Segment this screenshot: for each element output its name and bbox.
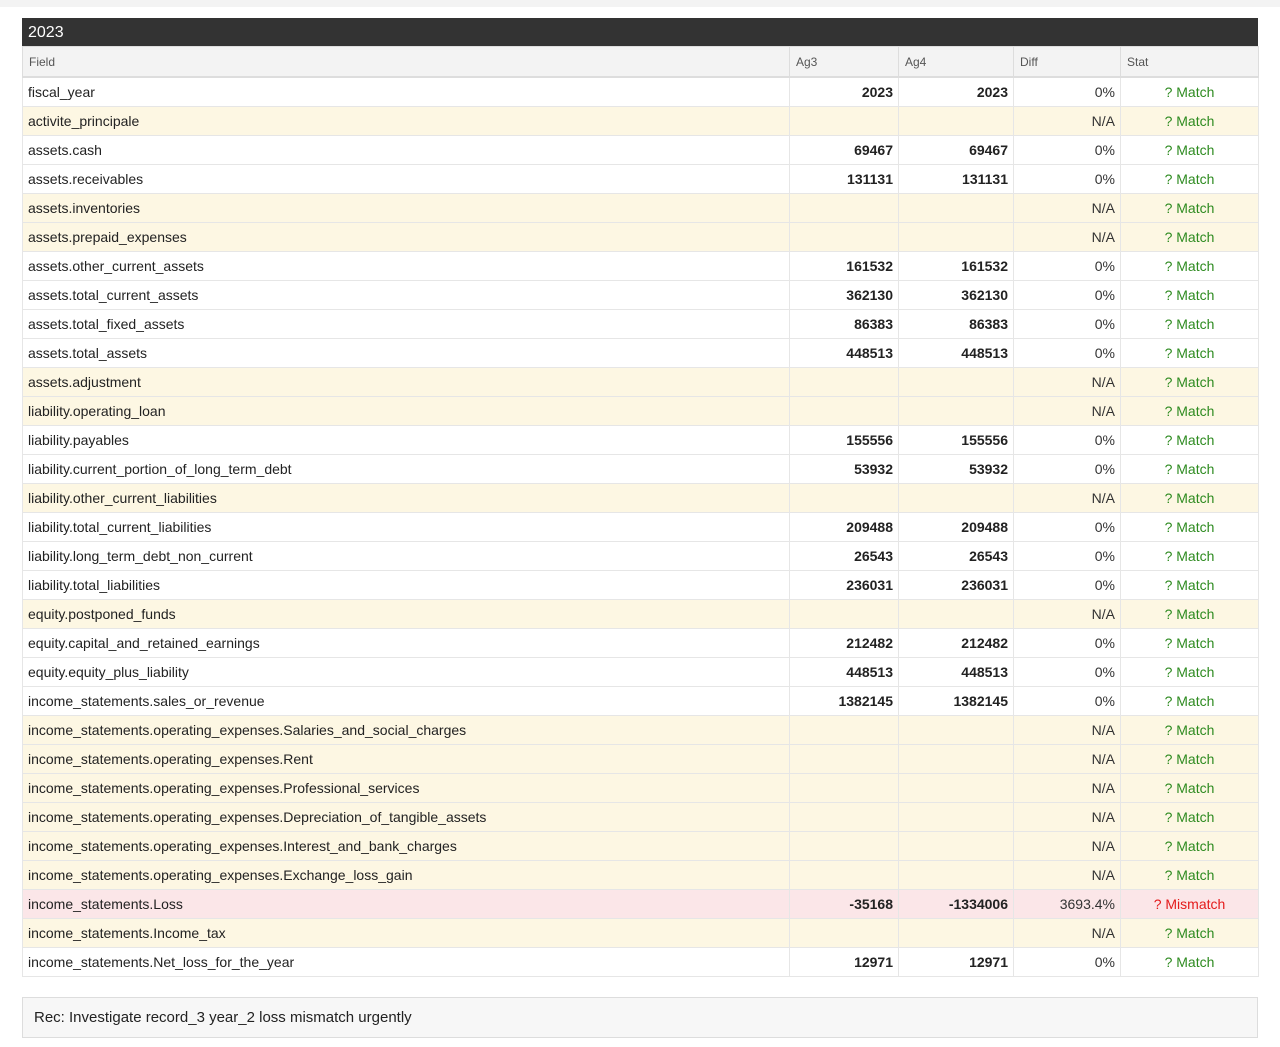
cell-field: income_statements.sales_or_revenue xyxy=(23,687,790,716)
column-header-stat[interactable]: Stat xyxy=(1121,47,1259,78)
table-row xyxy=(23,223,1259,252)
table-body xyxy=(23,77,1259,977)
table-row xyxy=(23,368,1259,397)
cell-ag4 xyxy=(899,600,1014,629)
cell-diff: 0% xyxy=(1014,339,1121,368)
cell-status: ? Match xyxy=(1121,310,1259,339)
cell-status: ? Match xyxy=(1121,455,1259,484)
cell-status: ? Match xyxy=(1121,136,1259,165)
table-row xyxy=(23,919,1259,948)
cell-status: ? Match xyxy=(1121,252,1259,281)
table-row xyxy=(23,252,1259,281)
cell-diff: 0% xyxy=(1014,455,1121,484)
cell-field: assets.total_fixed_assets xyxy=(23,310,790,339)
cell-ag4: 1382145 xyxy=(899,687,1014,716)
cell-ag3: 69467 xyxy=(790,136,899,165)
cell-ag4 xyxy=(899,803,1014,832)
cell-field: liability.total_current_liabilities xyxy=(23,513,790,542)
cell-ag3 xyxy=(790,223,899,252)
cell-ag4 xyxy=(899,832,1014,861)
cell-field: income_statements.operating_expenses.Professional_services xyxy=(23,774,790,803)
cell-field: assets.prepaid_expenses xyxy=(23,223,790,252)
cell-ag3 xyxy=(790,774,899,803)
comparison-panel xyxy=(22,18,1258,977)
table-row xyxy=(23,455,1259,484)
cell-status: ? Match xyxy=(1121,745,1259,774)
cell-status: ? Match xyxy=(1121,803,1259,832)
cell-status: ? Match xyxy=(1121,600,1259,629)
cell-ag4 xyxy=(899,745,1014,774)
cell-diff: N/A xyxy=(1014,745,1121,774)
cell-diff: N/A xyxy=(1014,861,1121,890)
cell-diff: 0% xyxy=(1014,571,1121,600)
table-row xyxy=(23,600,1259,629)
cell-status: ? Match xyxy=(1121,687,1259,716)
cell-ag4: 26543 xyxy=(899,542,1014,571)
cell-diff: 0% xyxy=(1014,687,1121,716)
cell-status: ? Match xyxy=(1121,919,1259,948)
cell-ag4: 236031 xyxy=(899,571,1014,600)
cell-ag4: 448513 xyxy=(899,658,1014,687)
cell-ag4: 86383 xyxy=(899,310,1014,339)
table-row xyxy=(23,542,1259,571)
table-row xyxy=(23,426,1259,455)
table-row xyxy=(23,803,1259,832)
cell-ag3 xyxy=(790,600,899,629)
cell-field: assets.cash xyxy=(23,136,790,165)
column-header-ag4[interactable]: Ag4 xyxy=(899,47,1014,78)
section-title: 2023 xyxy=(22,18,1258,46)
cell-ag3 xyxy=(790,194,899,223)
cell-status: ? Match xyxy=(1121,571,1259,600)
cell-status: ? Match xyxy=(1121,194,1259,223)
cell-ag3: 2023 xyxy=(790,77,899,107)
cell-ag4: 12971 xyxy=(899,948,1014,977)
cell-ag3 xyxy=(790,368,899,397)
cell-ag3: 1382145 xyxy=(790,687,899,716)
comparison-table xyxy=(22,46,1259,977)
cell-diff: 0% xyxy=(1014,948,1121,977)
cell-field: equity.equity_plus_liability xyxy=(23,658,790,687)
cell-field: equity.postponed_funds xyxy=(23,600,790,629)
cell-status: ? Match xyxy=(1121,716,1259,745)
cell-ag4 xyxy=(899,774,1014,803)
cell-diff: 0% xyxy=(1014,513,1121,542)
cell-status: ? Match xyxy=(1121,281,1259,310)
table-row xyxy=(23,107,1259,136)
cell-status: ? Match xyxy=(1121,832,1259,861)
cell-field: equity.capital_and_retained_earnings xyxy=(23,629,790,658)
cell-diff: 0% xyxy=(1014,426,1121,455)
cell-ag3 xyxy=(790,832,899,861)
table-row xyxy=(23,658,1259,687)
cell-field: income_statements.operating_expenses.Rent xyxy=(23,745,790,774)
cell-status: ? Match xyxy=(1121,629,1259,658)
cell-ag4: 161532 xyxy=(899,252,1014,281)
recommendation-box: Rec: Investigate record_3 year_2 loss mismatch urgently xyxy=(22,997,1258,1038)
cell-diff: N/A xyxy=(1014,716,1121,745)
cell-diff: N/A xyxy=(1014,484,1121,513)
cell-field: assets.adjustment xyxy=(23,368,790,397)
table-row xyxy=(23,397,1259,426)
cell-diff: N/A xyxy=(1014,803,1121,832)
cell-ag3: 448513 xyxy=(790,658,899,687)
cell-status: ? Match xyxy=(1121,774,1259,803)
top-strip xyxy=(0,0,1280,7)
cell-field: income_statements.operating_expenses.Depreciation_of_tangible_assets xyxy=(23,803,790,832)
cell-diff: 0% xyxy=(1014,281,1121,310)
cell-ag4: 155556 xyxy=(899,426,1014,455)
cell-diff: 0% xyxy=(1014,629,1121,658)
cell-ag3: 236031 xyxy=(790,571,899,600)
cell-field: assets.total_current_assets xyxy=(23,281,790,310)
table-row xyxy=(23,281,1259,310)
cell-ag3: 12971 xyxy=(790,948,899,977)
table-row xyxy=(23,861,1259,890)
cell-ag4 xyxy=(899,397,1014,426)
cell-field: income_statements.Loss xyxy=(23,890,790,919)
cell-field: liability.current_portion_of_long_term_debt xyxy=(23,455,790,484)
cell-diff: N/A xyxy=(1014,223,1121,252)
cell-status: ? Match xyxy=(1121,397,1259,426)
cell-ag3: 212482 xyxy=(790,629,899,658)
cell-ag3: -35168 xyxy=(790,890,899,919)
cell-ag3 xyxy=(790,107,899,136)
cell-ag4: 2023 xyxy=(899,77,1014,107)
cell-field: liability.operating_loan xyxy=(23,397,790,426)
cell-status: ? Match xyxy=(1121,861,1259,890)
cell-ag4: 69467 xyxy=(899,136,1014,165)
cell-ag3 xyxy=(790,861,899,890)
cell-ag3: 53932 xyxy=(790,455,899,484)
cell-ag4 xyxy=(899,484,1014,513)
cell-ag4: 362130 xyxy=(899,281,1014,310)
cell-ag3: 448513 xyxy=(790,339,899,368)
cell-diff: N/A xyxy=(1014,832,1121,861)
cell-diff: 0% xyxy=(1014,252,1121,281)
cell-ag3: 131131 xyxy=(790,165,899,194)
cell-ag3: 86383 xyxy=(790,310,899,339)
cell-status: ? Match xyxy=(1121,513,1259,542)
cell-ag4: 212482 xyxy=(899,629,1014,658)
cell-diff: N/A xyxy=(1014,107,1121,136)
cell-diff: 0% xyxy=(1014,136,1121,165)
cell-diff: N/A xyxy=(1014,368,1121,397)
cell-ag4: 131131 xyxy=(899,165,1014,194)
cell-status: ? Match xyxy=(1121,107,1259,136)
cell-status: ? Match xyxy=(1121,542,1259,571)
table-row xyxy=(23,890,1259,919)
column-header-ag3[interactable]: Ag3 xyxy=(790,47,899,78)
cell-field: income_statements.operating_expenses.Salaries_and_social_charges xyxy=(23,716,790,745)
cell-ag4 xyxy=(899,223,1014,252)
cell-diff: N/A xyxy=(1014,194,1121,223)
cell-field: assets.receivables xyxy=(23,165,790,194)
cell-ag4 xyxy=(899,716,1014,745)
table-row xyxy=(23,194,1259,223)
cell-diff: N/A xyxy=(1014,774,1121,803)
cell-diff: 0% xyxy=(1014,77,1121,107)
cell-ag3 xyxy=(790,803,899,832)
table-row xyxy=(23,310,1259,339)
cell-ag3: 362130 xyxy=(790,281,899,310)
cell-ag3 xyxy=(790,484,899,513)
cell-field: liability.total_liabilities xyxy=(23,571,790,600)
cell-status: ? Mismatch xyxy=(1121,890,1259,919)
cell-field: income_statements.Income_tax xyxy=(23,919,790,948)
cell-ag4 xyxy=(899,194,1014,223)
cell-diff: 0% xyxy=(1014,658,1121,687)
cell-diff: 3693.4% xyxy=(1014,890,1121,919)
cell-ag3: 155556 xyxy=(790,426,899,455)
cell-ag3 xyxy=(790,745,899,774)
cell-ag4 xyxy=(899,919,1014,948)
table-row xyxy=(23,745,1259,774)
cell-diff: N/A xyxy=(1014,600,1121,629)
cell-field: activite_principale xyxy=(23,107,790,136)
column-header-diff[interactable]: Diff xyxy=(1014,47,1121,78)
cell-field: liability.long_term_debt_non_current xyxy=(23,542,790,571)
table-row xyxy=(23,948,1259,977)
cell-ag4 xyxy=(899,861,1014,890)
table-row xyxy=(23,716,1259,745)
cell-ag3: 161532 xyxy=(790,252,899,281)
column-header-field[interactable]: Field xyxy=(23,47,790,78)
cell-ag3 xyxy=(790,716,899,745)
cell-field: assets.total_assets xyxy=(23,339,790,368)
cell-diff: N/A xyxy=(1014,397,1121,426)
cell-ag4: 53932 xyxy=(899,455,1014,484)
cell-status: ? Match xyxy=(1121,426,1259,455)
cell-field: income_statements.Net_loss_for_the_year xyxy=(23,948,790,977)
cell-field: income_statements.operating_expenses.Interest_and_bank_charges xyxy=(23,832,790,861)
cell-diff: 0% xyxy=(1014,542,1121,571)
table-row xyxy=(23,832,1259,861)
table-row xyxy=(23,77,1259,107)
table-row xyxy=(23,687,1259,716)
table-row xyxy=(23,339,1259,368)
cell-status: ? Match xyxy=(1121,484,1259,513)
cell-ag4: 209488 xyxy=(899,513,1014,542)
table-row xyxy=(23,513,1259,542)
cell-status: ? Match xyxy=(1121,77,1259,107)
cell-ag4: 448513 xyxy=(899,339,1014,368)
cell-ag3 xyxy=(790,919,899,948)
cell-ag3: 26543 xyxy=(790,542,899,571)
cell-ag4 xyxy=(899,368,1014,397)
cell-status: ? Match xyxy=(1121,948,1259,977)
cell-status: ? Match xyxy=(1121,658,1259,687)
cell-status: ? Match xyxy=(1121,368,1259,397)
cell-diff: N/A xyxy=(1014,919,1121,948)
cell-field: assets.inventories xyxy=(23,194,790,223)
cell-field: income_statements.operating_expenses.Exchange_loss_gain xyxy=(23,861,790,890)
cell-status: ? Match xyxy=(1121,223,1259,252)
cell-diff: 0% xyxy=(1014,165,1121,194)
table-row xyxy=(23,484,1259,513)
table-row xyxy=(23,165,1259,194)
table-row xyxy=(23,629,1259,658)
cell-ag4 xyxy=(899,107,1014,136)
cell-status: ? Match xyxy=(1121,339,1259,368)
cell-status: ? Match xyxy=(1121,165,1259,194)
cell-diff: 0% xyxy=(1014,310,1121,339)
cell-ag3: 209488 xyxy=(790,513,899,542)
cell-ag4: -1334006 xyxy=(899,890,1014,919)
table-row xyxy=(23,774,1259,803)
table-row xyxy=(23,571,1259,600)
table-row xyxy=(23,136,1259,165)
cell-ag3 xyxy=(790,397,899,426)
cell-field: liability.other_current_liabilities xyxy=(23,484,790,513)
table-header xyxy=(23,47,1259,78)
cell-field: assets.other_current_assets xyxy=(23,252,790,281)
cell-field: liability.payables xyxy=(23,426,790,455)
cell-field: fiscal_year xyxy=(23,77,790,107)
